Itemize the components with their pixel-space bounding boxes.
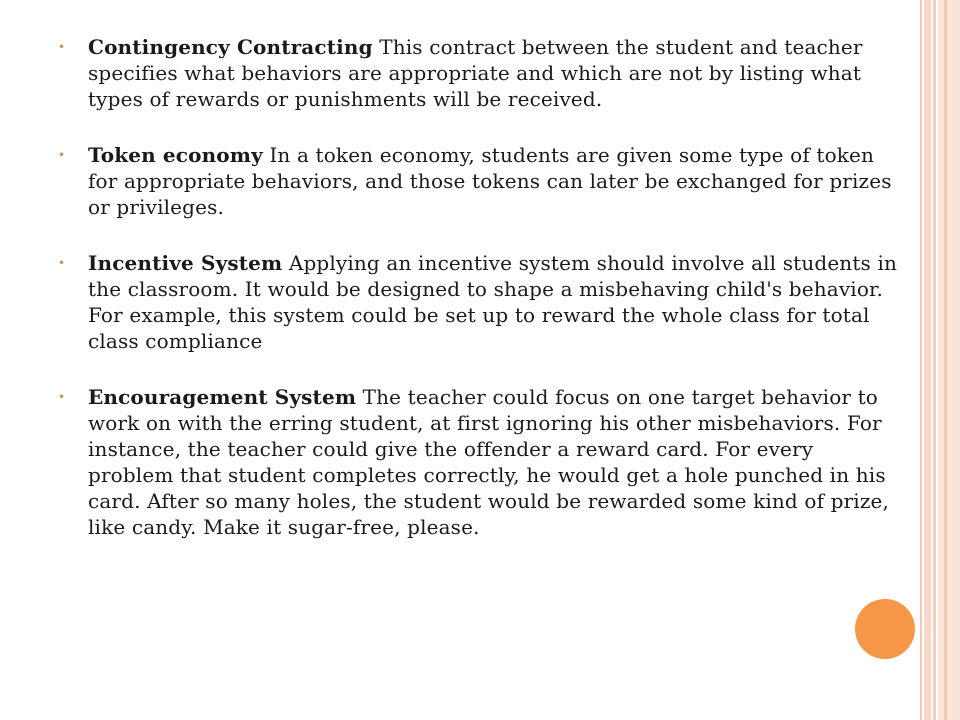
bullet-term: Incentive System [88,251,283,275]
bullet-dot-icon: • [58,256,66,270]
bullet-text: The teacher could focus on one target behavior to work on with the erring student, at first ignoring his other misbehaviors. For instance, the teacher could give the offender a reward card. For every problem that student completes correctly, he would get a hole punched in his card. After so many holes, the student would be rewarded some kind of prize, like candy. Make it sugar-free, please. [88,385,890,539]
bullet-term: Encouragement System [88,385,357,409]
bullet-text: This contract between the student and teacher specifies what behaviors are appropriate and which are not by listing what types of rewards or punishments will be received. [88,35,863,111]
orange-circle-decoration [855,599,915,659]
bullet-dot-icon: • [58,390,66,404]
bullet-item-contingency-contracting [55,34,905,112]
bullet-dot-icon: • [58,40,66,54]
bullet-dot-icon: • [58,148,66,162]
bullet-term: Token economy [88,143,263,167]
bullet-item-token-economy [55,142,905,220]
decorative-stripe [920,0,922,720]
decorative-stripe [933,0,936,720]
bullet-term: Contingency Contracting [88,35,373,59]
decorative-stripe [944,0,947,720]
bullet-text: Applying an incentive system should involve all students in the classroom. It would be designed to shape a misbehaving child's behavior. For example, this system could be set up to reward the whole class for total class compliance [88,251,898,353]
bullet-list [55,34,905,570]
bullet-item-encouragement-system [55,384,905,540]
decorative-stripe [938,0,960,720]
decorative-stripe [924,0,931,720]
bullet-item-incentive-system [55,250,905,354]
bullet-text: In a token economy, students are given some type of token for appropriate behaviors, and those tokens can later be exchanged for prizes or privileges. [88,143,892,219]
